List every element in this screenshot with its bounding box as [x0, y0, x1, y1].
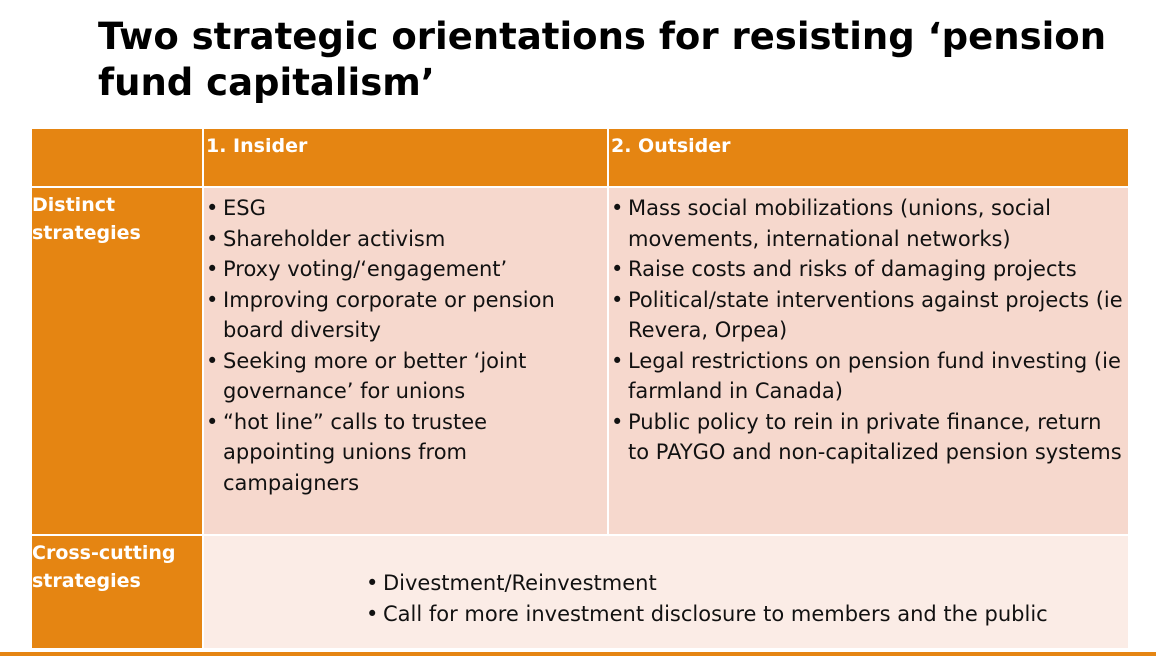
insider-strategies-cell — [203, 187, 608, 535]
footer-divider — [0, 652, 1156, 656]
table-row-distinct-strategies — [31, 187, 1129, 535]
list-item: • Political/state interventions against projects (ie Revera, Orpea) — [609, 285, 1124, 346]
header-insider: 1. Insider — [203, 128, 608, 187]
list-item: • Proxy voting/‘engagement’ — [204, 254, 603, 285]
list-item: • Shareholder activism — [204, 224, 603, 255]
strategy-table — [30, 127, 1130, 650]
list-item: • “hot line” calls to trustee appointing unions from campaigners — [204, 407, 603, 499]
row-label-distinct-strategies: Distinct strategies — [31, 187, 203, 535]
outsider-strategies-cell — [608, 187, 1129, 535]
table-header-row — [31, 128, 1129, 187]
list-item: • Call for more investment disclosure to members and the public — [366, 599, 1128, 630]
list-item: • Improving corporate or pension board diversity — [204, 285, 603, 346]
header-outsider: 2. Outsider — [608, 128, 1129, 187]
list-item: • Seeking more or better ‘joint governance’ for unions — [204, 346, 603, 407]
outsider-strategies-list — [609, 188, 1128, 468]
table-row-cross-cutting-strategies — [31, 535, 1129, 649]
list-item: • ESG — [204, 193, 603, 224]
list-item: • Raise costs and risks of damaging projects — [609, 254, 1124, 285]
row-label-cross-cutting-strategies: Cross-cutting strategies — [31, 535, 203, 649]
header-empty-cell — [31, 128, 203, 187]
cross-cutting-strategies-list — [204, 536, 1128, 629]
list-item: • Legal restrictions on pension fund investing (ie farmland in Canada) — [609, 346, 1124, 407]
list-item: • Mass social mobilizations (unions, social movements, international networks) — [609, 193, 1124, 254]
cross-cutting-strategies-cell — [203, 535, 1129, 649]
list-item: • Divestment/Reinvestment — [366, 568, 1128, 599]
list-item: • Public policy to rein in private finance, return to PAYGO and non-capitalized pension systems — [609, 407, 1124, 468]
insider-strategies-list — [204, 188, 607, 498]
slide-title: Two strategic orientations for resisting ‘pension fund capitalism’ — [98, 15, 1107, 105]
